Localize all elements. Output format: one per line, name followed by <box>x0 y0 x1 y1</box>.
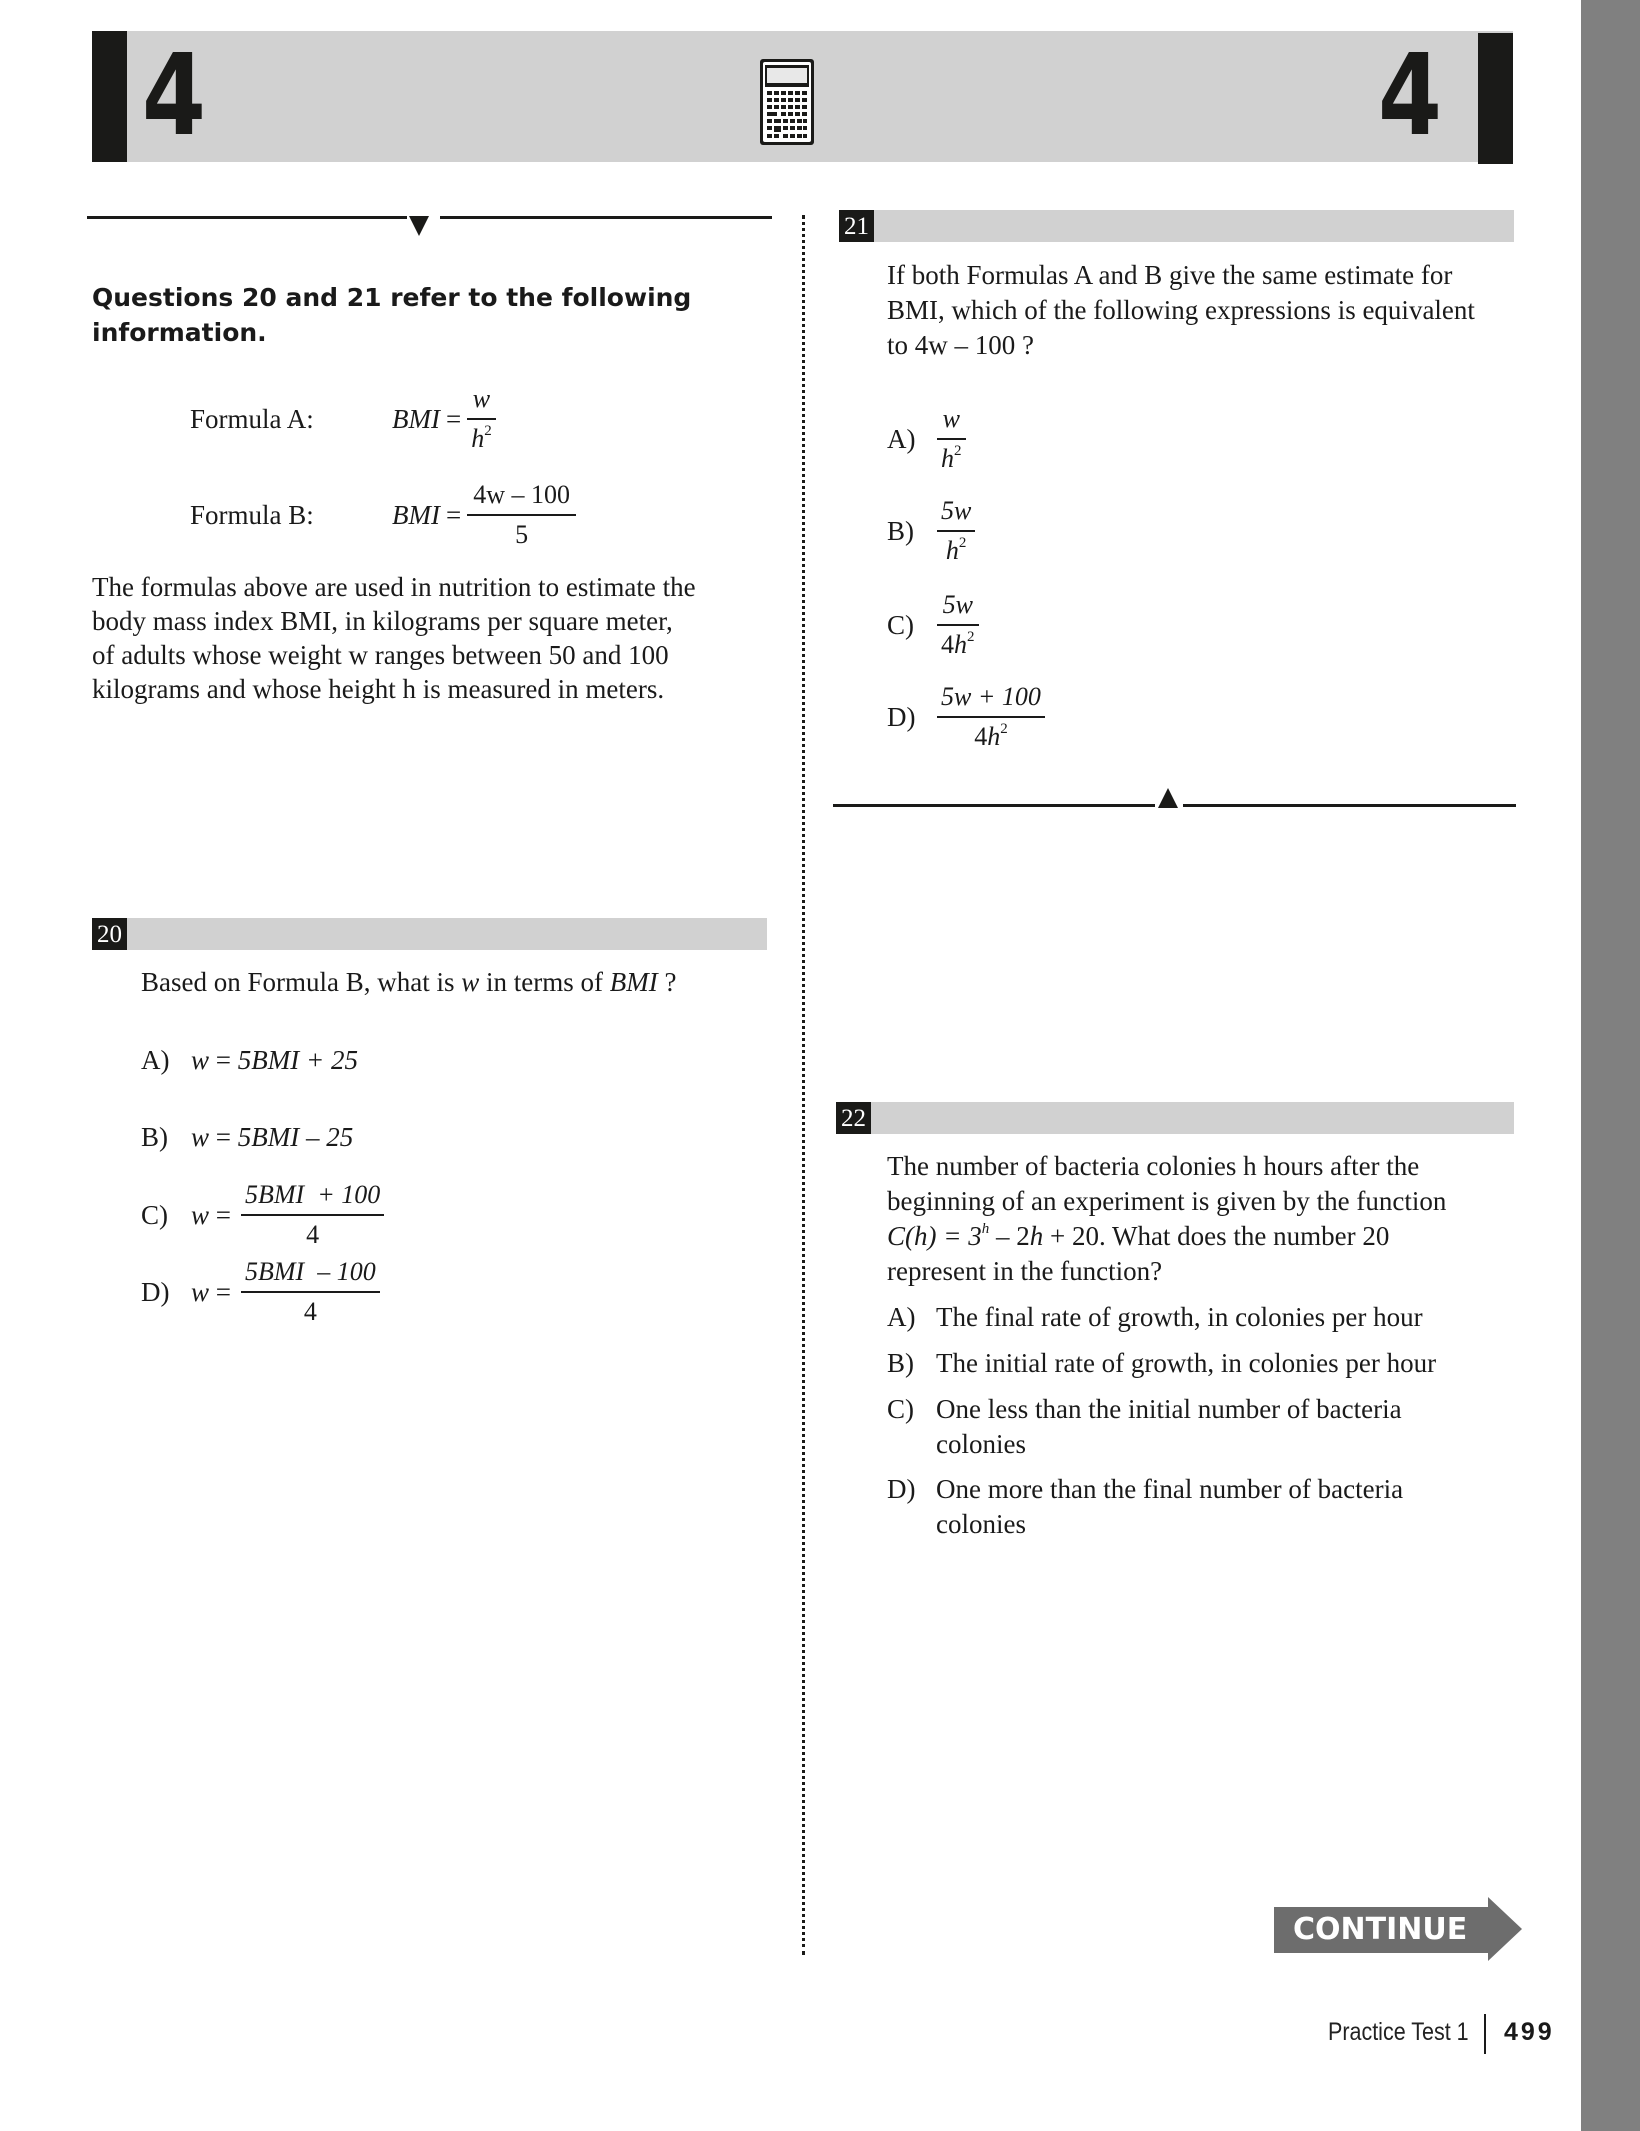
denominator-coefficient: 4 <box>941 630 954 659</box>
option-equals: = <box>209 1276 231 1307</box>
section-end-divider-left-segment <box>833 804 1155 807</box>
footer-separator <box>1484 2014 1486 2054</box>
option-letter: B) <box>887 515 914 546</box>
prompt-text: Based on Formula B, what is <box>141 967 462 997</box>
exponent: 2 <box>1000 721 1008 737</box>
question-number: 20 <box>92 918 127 950</box>
triangle-up-icon <box>1158 788 1178 808</box>
section-header-left-block <box>92 31 127 162</box>
option-lhs: w <box>191 1122 210 1152</box>
exponent: 2 <box>967 629 975 645</box>
exponent: 2 <box>958 535 967 551</box>
section-divider-right-segment <box>440 216 772 219</box>
fraction-denominator <box>970 718 1012 756</box>
option-text: The final rate of growth, in colonies per hour <box>936 1302 1423 1332</box>
option-lhs: w <box>191 1045 210 1075</box>
fraction-denominator <box>467 420 496 458</box>
question-20-prompt <box>141 965 676 1000</box>
triangle-down-icon <box>409 216 429 236</box>
option-letter: C) <box>141 1199 168 1230</box>
column-divider <box>802 215 805 1955</box>
answer-option-c[interactable] <box>141 1176 384 1254</box>
option-rhs: 5BMI – 25 <box>237 1122 354 1152</box>
question-21-prompt <box>887 258 1475 363</box>
fraction-numerator: w <box>942 404 960 433</box>
answer-option-b[interactable] <box>141 1120 353 1155</box>
answer-option-b[interactable] <box>887 1346 1436 1381</box>
fraction-numerator: 5w + 100 <box>941 682 1041 711</box>
fraction-denominator <box>937 440 966 478</box>
denominator-variable: h <box>987 722 1001 751</box>
option-letter: A) <box>887 1302 916 1332</box>
option-equals: = <box>209 1122 238 1152</box>
formula-b-lhs: BMI <box>392 499 440 530</box>
option-text: One more than the final number of bacteria <box>936 1474 1404 1504</box>
question-number: 22 <box>836 1102 871 1134</box>
option-fraction <box>241 1253 380 1331</box>
denominator-variable: h <box>954 630 967 659</box>
question-21-bar <box>839 210 1514 242</box>
formula-a-lhs: BMI <box>392 403 440 434</box>
fraction-denominator <box>942 532 971 570</box>
formula-b-equals: = <box>445 499 462 530</box>
continue-label: CONTINUE <box>1293 1912 1468 1947</box>
section-number-left: 4 <box>142 31 206 161</box>
formula-b-label: Formula B: <box>190 500 314 530</box>
option-letter: B) <box>887 1348 914 1378</box>
denominator-variable: h <box>471 424 485 453</box>
prompt-line: BMI, which of the following expressions is equivalent <box>887 295 1475 325</box>
calculator-icon <box>758 57 818 149</box>
paragraph-line: of adults whose weight w ranges between 50 and 100 <box>92 640 669 670</box>
intro-heading-line: Questions 20 and 21 refer to the following <box>92 283 692 312</box>
prompt-line: to 4w – 100 ? <box>887 330 1034 360</box>
section-end-divider-right-segment <box>1183 804 1516 807</box>
denominator-coefficient: 4 <box>974 722 988 751</box>
prompt-line <box>887 1219 1446 1254</box>
fraction-numerator: 5BMI – 100 <box>245 1257 376 1286</box>
question-22-prompt <box>887 1149 1446 1289</box>
answer-option-b[interactable] <box>887 492 975 570</box>
formula-a <box>392 380 496 458</box>
option-letter: B) <box>141 1122 168 1152</box>
option-fraction <box>937 492 975 570</box>
formula-a-label: Formula A: <box>190 404 314 434</box>
option-equals: = <box>209 1199 231 1230</box>
fraction-numerator: 5BMI + 100 <box>245 1180 381 1209</box>
fraction-numerator: 5w <box>941 496 972 525</box>
option-fraction <box>937 678 1045 756</box>
option-text: The initial rate of growth, in colonies per hour <box>936 1348 1437 1378</box>
answer-option-d[interactable] <box>887 1472 1403 1542</box>
answer-option-d[interactable] <box>141 1253 380 1331</box>
prompt-line: If both Formulas A and B give the same estimate for <box>887 260 1453 290</box>
answer-option-c[interactable] <box>887 1392 1402 1462</box>
prompt-line: represent in the function? <box>887 1256 1163 1286</box>
denominator-variable: h <box>945 536 959 565</box>
prompt-variable: w <box>461 967 480 997</box>
function-expression: + 20. What does the number 20 <box>1043 1221 1390 1251</box>
formula-b <box>392 476 576 554</box>
option-equals: = <box>209 1045 238 1075</box>
option-text: colonies <box>936 1509 1026 1539</box>
intro-heading <box>92 280 691 350</box>
option-text: colonies <box>936 1429 1026 1459</box>
option-lhs: w <box>191 1276 210 1307</box>
option-fraction <box>937 586 979 664</box>
option-letter: C) <box>887 1394 914 1424</box>
exponent: h <box>981 1221 990 1237</box>
footer-test-label: Practice Test 1 <box>1328 2018 1469 2046</box>
prompt-line: beginning of an experiment is given by the function <box>887 1186 1447 1216</box>
fraction-numerator: 5w <box>942 590 973 619</box>
paragraph-line: The formulas above are used in nutrition to estimate the <box>92 572 696 602</box>
formula-a-fraction <box>467 380 496 458</box>
section-number-right: 4 <box>1378 31 1442 161</box>
fraction-denominator <box>937 626 979 664</box>
answer-option-a[interactable] <box>887 400 966 478</box>
option-letter: A) <box>887 423 916 454</box>
prompt-line: The number of bacteria colonies h hours after the <box>887 1151 1420 1181</box>
prompt-text: in terms of <box>479 967 610 997</box>
function-expression: C(h) = 3 <box>887 1221 982 1251</box>
section-divider-left-segment <box>87 216 407 219</box>
option-fraction <box>937 400 966 478</box>
prompt-variable: BMI <box>609 967 658 997</box>
option-rhs: 5BMI + 25 <box>237 1045 358 1075</box>
option-letter: D) <box>887 701 916 732</box>
fraction-numerator: w <box>472 384 491 413</box>
question-number: 21 <box>839 210 874 242</box>
question-20-bar <box>92 918 767 950</box>
answer-option-c[interactable] <box>887 586 979 664</box>
fraction-numerator: 4w – 100 <box>473 480 570 509</box>
answer-option-a[interactable] <box>887 1300 1423 1335</box>
function-expression: – 2 <box>989 1221 1030 1251</box>
formula-b-fraction <box>467 476 576 554</box>
page-edge-strip <box>1581 0 1640 2131</box>
exponent: 2 <box>484 423 492 439</box>
intro-heading-line: information. <box>92 318 267 347</box>
option-letter: C) <box>887 609 914 640</box>
paragraph-line: kilograms and whose height h is measured in meters. <box>92 674 665 704</box>
fraction-denominator: 4 <box>303 1297 317 1326</box>
option-letter: A) <box>141 1045 170 1075</box>
question-22-bar <box>836 1102 1514 1134</box>
exponent: 2 <box>954 443 962 459</box>
option-fraction <box>241 1176 384 1254</box>
paragraph-line: body mass index BMI, in kilograms per square meter, <box>92 606 673 636</box>
denominator-variable: h <box>941 444 954 473</box>
answer-option-d[interactable] <box>887 678 1045 756</box>
section-header-right-block <box>1478 33 1513 164</box>
option-lhs: w <box>191 1199 210 1230</box>
answer-option-a[interactable] <box>141 1043 358 1078</box>
fraction-denominator: 5 <box>515 520 529 549</box>
option-text: One less than the initial number of bacteria <box>936 1394 1402 1424</box>
page-number: 499 <box>1504 2018 1555 2046</box>
fraction-denominator: 4 <box>306 1220 320 1249</box>
function-variable: h <box>1029 1221 1044 1251</box>
formula-a-equals: = <box>445 403 462 434</box>
option-letter: D) <box>887 1474 916 1504</box>
intro-paragraph <box>92 570 696 706</box>
option-letter: D) <box>141 1276 170 1307</box>
prompt-text: ? <box>657 967 677 997</box>
